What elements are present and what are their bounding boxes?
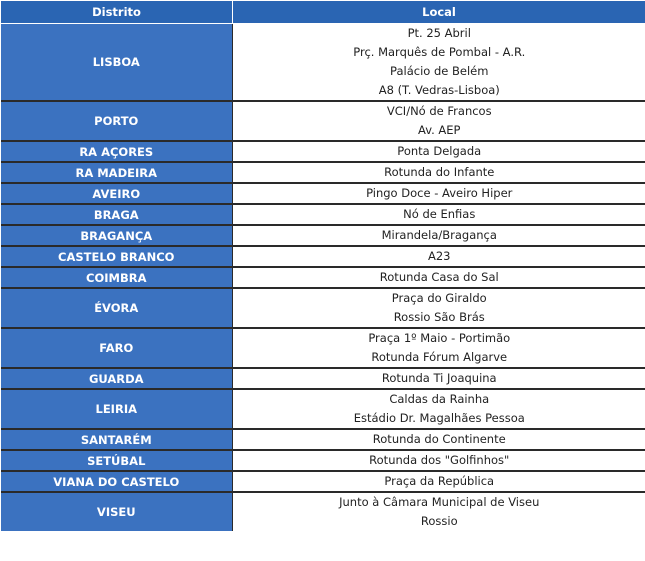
table-row <box>1 368 645 389</box>
distrito-cell: BRAGA <box>1 204 233 225</box>
local-cell <box>233 288 645 328</box>
local-line: Nó de Enfias <box>403 207 476 221</box>
local-cell <box>233 24 645 102</box>
local-cell <box>233 492 645 531</box>
local-line: Pt. 25 Abril <box>407 26 471 40</box>
distrito-cell: LEIRIA <box>1 389 233 429</box>
table-row <box>1 288 645 328</box>
table-row <box>1 204 645 225</box>
local-line: Rotunda do Continente <box>372 432 506 446</box>
distrito-cell: ÉVORA <box>1 288 233 328</box>
distrito-cell: RA AÇORES <box>1 141 233 162</box>
distrito-cell: BRAGANÇA <box>1 225 233 246</box>
distrito-cell: COIMBRA <box>1 267 233 288</box>
table-row <box>1 267 645 288</box>
local-line: Caldas da Rainha <box>389 392 490 406</box>
local-line: Rotunda Ti Joaquina <box>381 371 497 385</box>
table-row <box>1 101 645 141</box>
distrito-cell: LISBOA <box>1 24 233 102</box>
distrito-cell: FARO <box>1 328 233 368</box>
local-cell <box>233 183 645 204</box>
table-row <box>1 141 645 162</box>
local-line: Rotunda dos "Golfinhos" <box>369 453 510 467</box>
table-row <box>1 24 645 102</box>
local-line: Rossio São Brás <box>393 310 485 324</box>
local-line: Rotunda do Infante <box>384 165 495 179</box>
local-line: Junto à Câmara Municipal de Viseu <box>339 495 540 509</box>
table-header <box>1 1 645 24</box>
local-line: Rotunda Casa do Sal <box>379 270 499 284</box>
local-line: Rotunda Fórum Algarve <box>371 350 508 364</box>
header-distrito: Distrito <box>1 1 233 24</box>
distrito-cell: AVEIRO <box>1 183 233 204</box>
table-row <box>1 328 645 368</box>
local-line: Praça do Giraldo <box>391 291 487 305</box>
table-row <box>1 389 645 429</box>
table-row <box>1 429 645 450</box>
local-cell <box>233 204 645 225</box>
table-row <box>1 492 645 531</box>
local-cell <box>233 389 645 429</box>
local-cell <box>233 450 645 471</box>
local-line: Praça da República <box>384 474 495 488</box>
local-line: Praça 1º Maio - Portimão <box>368 331 511 345</box>
table-row <box>1 450 645 471</box>
local-cell <box>233 429 645 450</box>
header-local: Local <box>233 1 645 24</box>
local-cell <box>233 101 645 141</box>
local-line: Av. AEP <box>418 123 461 137</box>
local-cell <box>233 225 645 246</box>
local-cell <box>233 471 645 492</box>
local-cell <box>233 267 645 288</box>
table-row <box>1 246 645 267</box>
local-line: A23 <box>427 249 451 263</box>
local-cell <box>233 368 645 389</box>
local-line: Prç. Marquês de Pombal - A.R. <box>353 45 526 59</box>
local-line: A8 (T. Vedras-Lisboa) <box>378 83 500 97</box>
local-line: VCI/Nó de Francos <box>386 104 492 118</box>
local-line: Estádio Dr. Magalhães Pessoa <box>353 411 525 425</box>
distrito-cell: VIANA DO CASTELO <box>1 471 233 492</box>
distrito-cell: PORTO <box>1 101 233 141</box>
table-row <box>1 183 645 204</box>
distrito-cell: SANTARÉM <box>1 429 233 450</box>
table-row <box>1 225 645 246</box>
local-cell <box>233 246 645 267</box>
table-row <box>1 471 645 492</box>
table-body <box>1 24 645 532</box>
local-line: Palácio de Belém <box>390 64 489 78</box>
local-cell <box>233 328 645 368</box>
header-row <box>1 1 645 24</box>
local-cell <box>233 141 645 162</box>
distrito-cell: CASTELO BRANCO <box>1 246 233 267</box>
local-cell <box>233 162 645 183</box>
distrito-cell: VISEU <box>1 492 233 531</box>
local-line: Rossio <box>420 514 458 528</box>
distrito-cell: RA MADEIRA <box>1 162 233 183</box>
table-row <box>1 162 645 183</box>
local-line: Ponta Delgada <box>397 144 482 158</box>
distrito-cell: GUARDA <box>1 368 233 389</box>
local-line: Pingo Doce - Aveiro Hiper <box>366 186 513 200</box>
local-line: Mirandela/Bragança <box>381 228 497 242</box>
distrito-cell: SETÚBAL <box>1 450 233 471</box>
